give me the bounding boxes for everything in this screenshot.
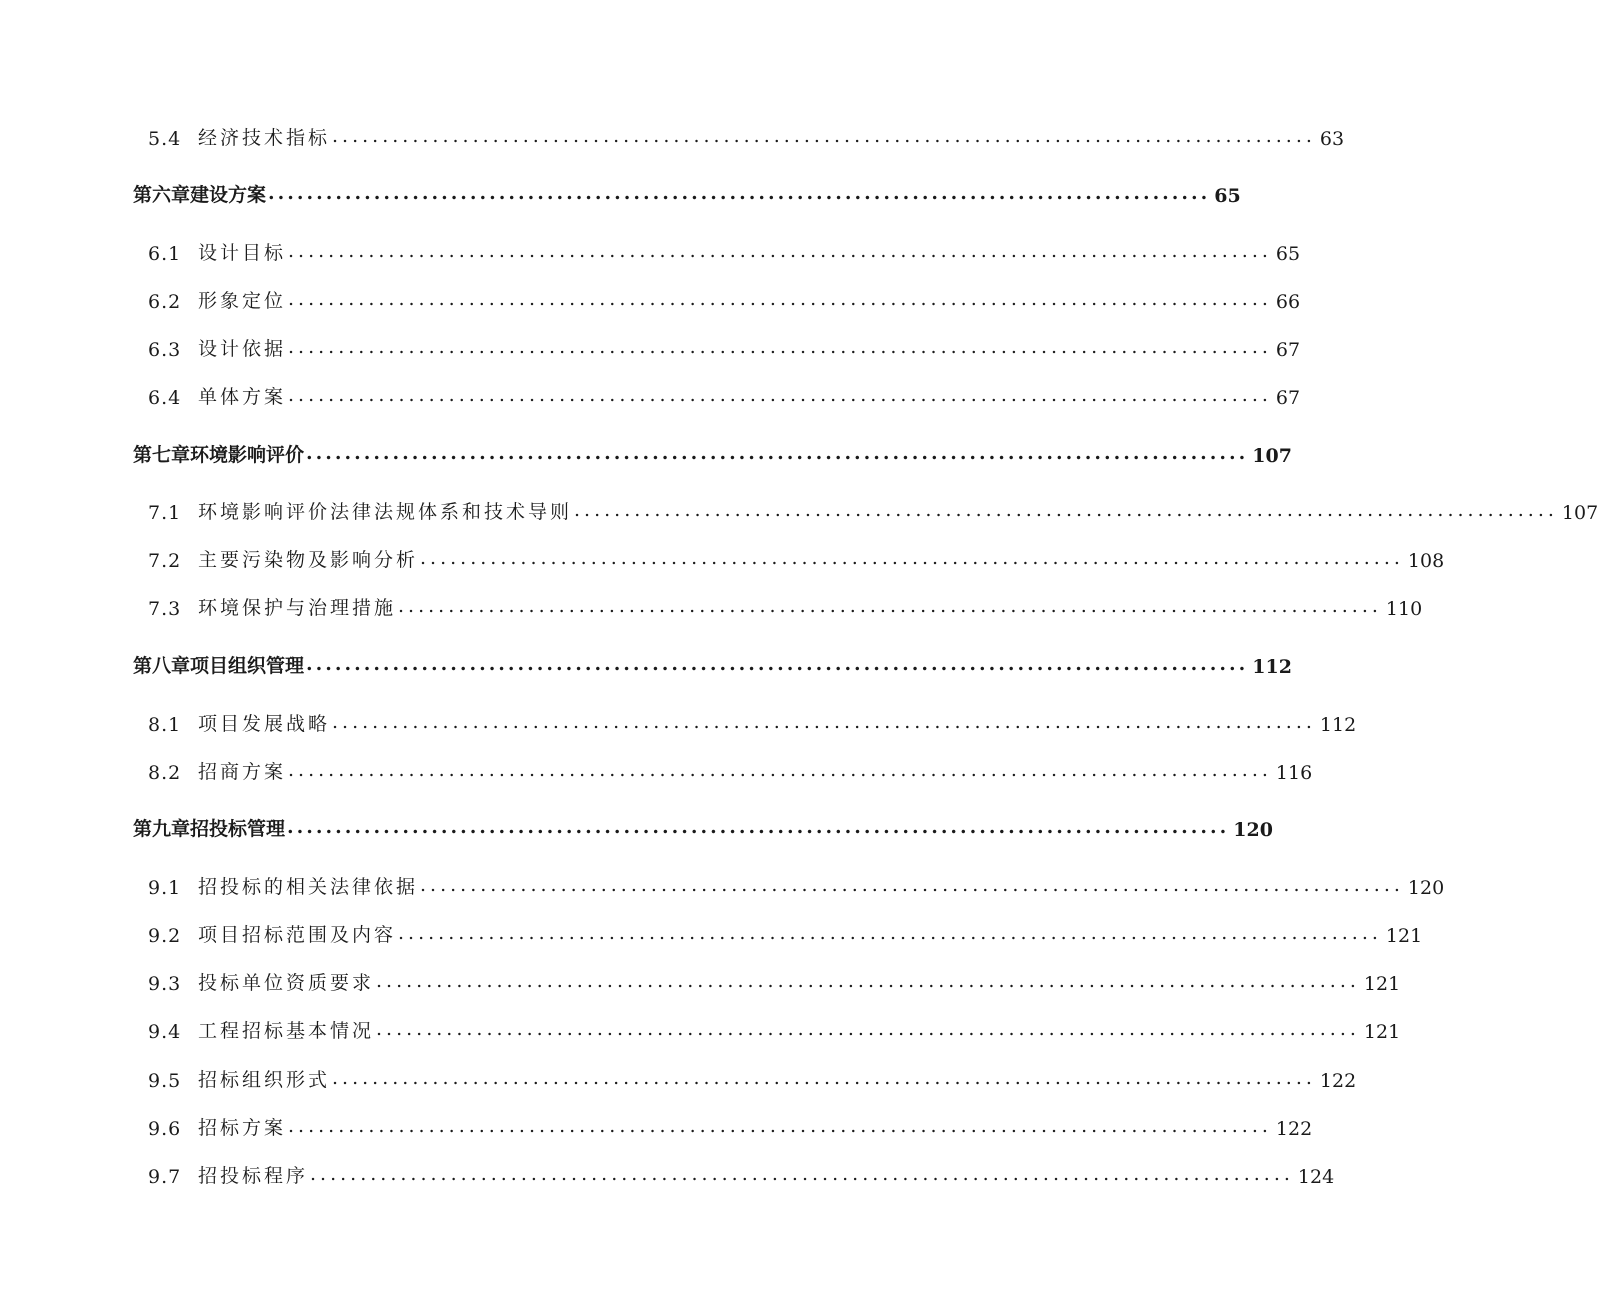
toc-page-number: 121 (1363, 1021, 1401, 1043)
toc-dot-leader: .................................................................................................. (288, 336, 1272, 358)
toc-entry-title: 经济技术指标 (198, 127, 331, 149)
toc-page-number: 122 (1275, 1118, 1313, 1140)
toc-dot-leader: .................................................................................................. (310, 1163, 1294, 1185)
toc-entry-8-2[interactable] (148, 754, 1313, 784)
toc-page-number: 65 (1214, 185, 1241, 207)
toc-dot-leader: .................................................................................................. (420, 874, 1404, 896)
toc-dot-leader: .................................................................................................. (306, 653, 1249, 675)
toc-entry-title: 招投标程序 (198, 1165, 309, 1187)
toc-section-number: 8.2 (148, 762, 182, 784)
toc-section-number: 9.6 (148, 1118, 182, 1140)
toc-page-number: 110 (1385, 598, 1423, 620)
toc-dot-leader: .................................................................................................. (288, 240, 1272, 262)
toc-page-number: 121 (1385, 925, 1423, 947)
toc-entry-title: 项目招标范围及内容 (198, 924, 397, 946)
toc-entry-title: 设计依据 (198, 338, 287, 360)
toc-entry-title: 环境影响评价法律法规体系和技术导则 (198, 501, 573, 523)
toc-section-number: 6.4 (148, 387, 182, 409)
toc-page-number: 63 (1319, 128, 1345, 150)
toc-entry-9-7[interactable] (148, 1158, 1335, 1188)
toc-section-number: 5.4 (148, 128, 182, 150)
toc-section-number: 9.3 (148, 973, 182, 995)
toc-entry-title: 形象定位 (198, 290, 287, 312)
toc-entry-9-2[interactable] (148, 917, 1423, 947)
toc-chapter-title: 第九章招投标管理 (133, 818, 286, 840)
toc-entry-9-6[interactable] (148, 1110, 1313, 1140)
toc-entry-title: 环境保护与治理措施 (198, 597, 397, 619)
toc-section-number: 6.2 (148, 291, 182, 313)
toc-dot-leader: .................................................................................................. (332, 1067, 1316, 1089)
toc-entry-title: 主要污染物及影响分析 (198, 549, 419, 571)
toc-page-number: 66 (1275, 291, 1301, 313)
toc-section-number: 7.2 (148, 550, 182, 572)
toc-entry-9-4[interactable] (148, 1013, 1401, 1043)
toc-entry-title: 招商方案 (198, 761, 287, 783)
toc-page-number: 65 (1275, 243, 1301, 265)
toc-chapter-7[interactable] (133, 437, 1292, 467)
toc-section-number: 7.3 (148, 598, 182, 620)
toc-dot-leader: .................................................................................................. (332, 125, 1316, 147)
toc-entry-title: 设计目标 (198, 242, 287, 264)
toc-entry-title: 工程招标基本情况 (198, 1020, 375, 1042)
toc-dot-leader: .................................................................................................. (398, 922, 1382, 944)
toc-dot-leader: .................................................................................................. (288, 384, 1272, 406)
toc-entry-title: 招标方案 (198, 1117, 287, 1139)
toc-page-number: 112 (1319, 714, 1357, 736)
toc-chapter-title: 第八章项目组织管理 (133, 655, 305, 677)
toc-chapter-9[interactable] (133, 811, 1273, 841)
toc-entry-9-5[interactable] (148, 1062, 1357, 1092)
toc-page-number: 107 (1561, 502, 1598, 524)
toc-dot-leader: .................................................................................................. (398, 595, 1382, 617)
toc-entry-7-1[interactable] (148, 494, 1598, 524)
toc-chapter-6[interactable] (133, 177, 1241, 207)
toc-page-number: 112 (1252, 656, 1292, 678)
toc-section-number: 9.1 (148, 877, 182, 899)
toc-page-number: 67 (1275, 387, 1301, 409)
toc-entry-9-1[interactable] (148, 869, 1445, 899)
toc-page-number: 121 (1363, 973, 1401, 995)
toc-entry-title: 项目发展战略 (198, 713, 331, 735)
toc-dot-leader: .................................................................................................. (574, 499, 1558, 521)
toc-entry-6-2[interactable] (148, 283, 1301, 313)
toc-page-number: 124 (1297, 1166, 1335, 1188)
toc-entry-6-3[interactable] (148, 331, 1301, 361)
toc-dot-leader: .................................................................................................. (306, 442, 1249, 464)
toc-section-number: 9.5 (148, 1070, 182, 1092)
toc-entry-title: 招标组织形式 (198, 1069, 331, 1091)
toc-dot-leader: .................................................................................................. (288, 1115, 1272, 1137)
toc-section-number: 8.1 (148, 714, 182, 736)
toc-dot-leader: .................................................................................................. (288, 759, 1272, 781)
toc-dot-leader: .................................................................................................. (420, 547, 1404, 569)
toc-page-number: 67 (1275, 339, 1301, 361)
toc-page-number: 120 (1407, 877, 1445, 899)
toc-chapter-title: 第六章建设方案 (133, 184, 267, 206)
toc-entry-6-4[interactable] (148, 379, 1301, 409)
toc-dot-leader: .................................................................................................. (332, 711, 1316, 733)
toc-chapter-title: 第七章环境影响评价 (133, 444, 305, 466)
toc-entry-title: 投标单位资质要求 (198, 972, 375, 994)
toc-entry-6-1[interactable] (148, 235, 1301, 265)
toc-section-number: 7.1 (148, 502, 182, 524)
toc-page-number: 122 (1319, 1070, 1357, 1092)
toc-entry-7-2[interactable] (148, 542, 1445, 572)
toc-entry-title: 招投标的相关法律依据 (198, 876, 419, 898)
toc-page-number: 108 (1407, 550, 1445, 572)
toc-dot-leader: .................................................................................................. (287, 816, 1230, 838)
toc-dot-leader: .................................................................................................. (376, 970, 1360, 992)
toc-entry-title: 单体方案 (198, 386, 287, 408)
toc-entry-8-1[interactable] (148, 706, 1357, 736)
toc-page-number: 120 (1233, 819, 1273, 841)
toc-section-number: 9.2 (148, 925, 182, 947)
toc-entry-7-3[interactable] (148, 590, 1423, 620)
toc-section-number: 6.3 (148, 339, 182, 361)
toc-section-number: 9.7 (148, 1166, 182, 1188)
toc-page-number: 116 (1275, 762, 1313, 784)
toc-section-number: 9.4 (148, 1021, 182, 1043)
toc-dot-leader: .................................................................................................. (268, 182, 1211, 204)
toc-entry-5-4[interactable] (148, 120, 1345, 150)
toc-chapter-8[interactable] (133, 648, 1292, 678)
toc-dot-leader: .................................................................................................. (376, 1018, 1360, 1040)
toc-entry-9-3[interactable] (148, 965, 1401, 995)
toc-section-number: 6.1 (148, 243, 182, 265)
toc-dot-leader: .................................................................................................. (288, 288, 1272, 310)
toc-page-number: 107 (1252, 445, 1292, 467)
